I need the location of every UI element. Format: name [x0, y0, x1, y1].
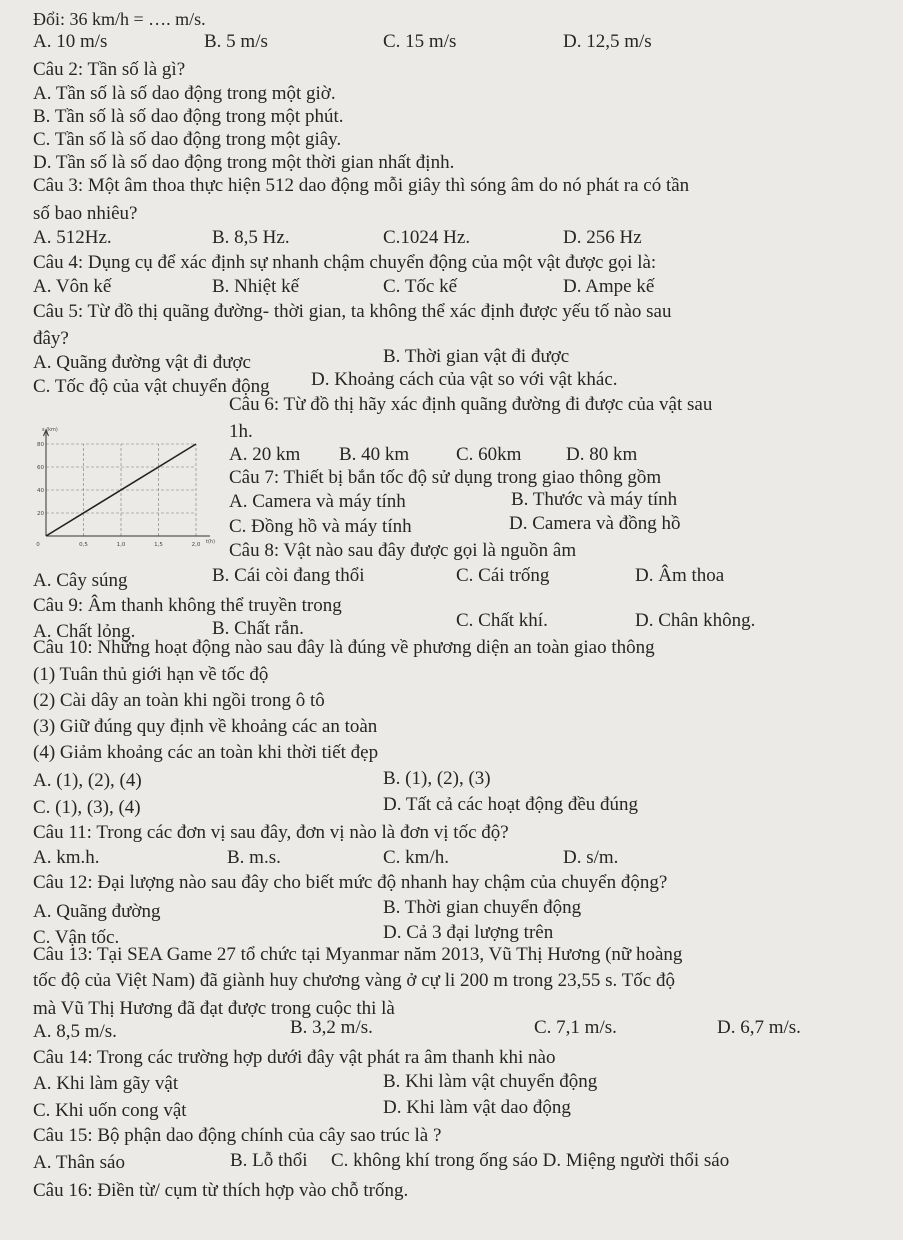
- q6-question-line2: 1h.: [229, 421, 253, 442]
- q13-question-line3: mà Vũ Thị Hương đã đạt được trong cuộc thi là: [33, 998, 395, 1019]
- q14-question: Câu 14: Trong các trường hợp dưới đây vật phát ra âm thanh khi nào: [33, 1047, 556, 1068]
- q15-option-a: A. Thân sáo: [33, 1152, 125, 1173]
- q12-option-a: A. Quãng đường: [33, 901, 161, 922]
- q7-option-c: C. Đồng hồ và máy tính: [229, 516, 412, 537]
- q9-option-b: B. Chất rắn.: [212, 618, 304, 639]
- q3-option-b: B. 8,5 Hz.: [212, 227, 290, 248]
- graph-y-axis-label: s (km): [42, 427, 58, 433]
- q10-item-3: (3) Giữ đúng quy định về khoảng các an toàn: [33, 716, 378, 737]
- q13-question-line2: tốc độ của Việt Nam) đã giành huy chương vàng ở cự li 200 m trong 23,55 s. Tốc độ: [33, 970, 675, 991]
- distance-time-graph: [28, 424, 220, 552]
- q8-option-b: B. Cái còi đang thổi: [212, 565, 365, 586]
- q12-option-c: C. Vận tốc.: [33, 927, 120, 948]
- q3-option-c: C.1024 Hz.: [383, 227, 471, 248]
- q11-option-a: A. km.h.: [33, 847, 100, 868]
- q6-option-c: C. 60km: [456, 444, 522, 465]
- intro-option-c: C. 15 m/s: [383, 31, 457, 52]
- q6-option-d: D. 80 km: [566, 444, 638, 465]
- q12-option-d: D. Cả 3 đại lượng trên: [383, 922, 554, 943]
- q7-option-d: D. Camera và đồng hồ: [509, 513, 681, 534]
- q5-option-b: B. Thời gian vật đi được: [383, 346, 570, 367]
- q15-option-c: C. không khí trong ống sáo D. Miệng người thổi sáo: [331, 1150, 730, 1171]
- q14-option-b: B. Khi làm vật chuyển động: [383, 1071, 598, 1092]
- q11-question: Câu 11: Trong các đơn vị sau đây, đơn vị nào là đơn vị tốc độ?: [33, 822, 509, 843]
- q12-question: Câu 12: Đại lượng nào sau đây cho biết mức độ nhanh hay chậm của chuyển động?: [33, 872, 668, 893]
- q16-question: Câu 16: Điền từ/ cụm từ thích hợp vào chỗ trống.: [33, 1180, 409, 1201]
- q5-option-d: D. Khoảng cách của vật so với vật khác.: [311, 369, 618, 390]
- q8-option-d: D. Âm thoa: [635, 565, 725, 586]
- y-tick-label: 40: [37, 488, 44, 494]
- intro-line: Đổi: 36 km/h = …. m/s.: [33, 9, 206, 29]
- q2-question: Câu 2: Tần số là gì?: [33, 59, 186, 80]
- q8-option-c: C. Cái trống: [456, 565, 550, 586]
- x-tick-label: 0,5: [79, 542, 88, 548]
- q2-option-c: C. Tần số là số dao động trong một giây.: [33, 129, 342, 150]
- q10-item-1: (1) Tuân thủ giới hạn về tốc độ: [33, 664, 269, 685]
- x-tick-label: 1,0: [116, 542, 126, 548]
- q4-option-a: A. Vôn kế: [33, 276, 112, 297]
- q10-item-2: (2) Cài dây an toàn khi ngồi trong ô tô: [33, 690, 325, 711]
- q10-option-b: B. (1), (2), (3): [383, 768, 491, 789]
- q5-question-line1: Câu 5: Từ đồ thị quãng đường- thời gian, ta không thể xác định được yếu tố nào sau: [33, 301, 672, 322]
- intro-option-a: A. 10 m/s: [33, 31, 108, 52]
- q5-option-a: A. Quãng đường vật đi được: [33, 352, 251, 373]
- q11-option-c: C. km/h.: [383, 847, 449, 868]
- y-tick-label: 80: [37, 442, 44, 448]
- q2-option-b: B. Tần số là số dao động trong một phút.: [33, 106, 344, 127]
- q9-option-a: A. Chất lỏng.: [33, 621, 136, 642]
- q11-option-b: B. m.s.: [227, 847, 281, 868]
- q13-option-d: D. 6,7 m/s.: [717, 1017, 801, 1038]
- q2-option-d: D. Tần số là số dao động trong một thời gian nhất định.: [33, 152, 455, 173]
- q5-option-c: C. Tốc độ của vật chuyển động: [33, 376, 270, 397]
- q10-option-a: A. (1), (2), (4): [33, 770, 142, 791]
- q13-option-a: A. 8,5 m/s.: [33, 1021, 117, 1042]
- q5-question-line2: đây?: [33, 328, 69, 349]
- q11-option-d: D. s/m.: [563, 847, 619, 868]
- q14-option-d: D. Khi làm vật dao động: [383, 1097, 571, 1118]
- graph-x-axis-label: t(h): [206, 539, 216, 545]
- q10-option-d: D. Tất cả các hoạt động đều đúng: [383, 794, 639, 815]
- x-tick-label: 2,0: [191, 542, 201, 548]
- q4-option-b: B. Nhiệt kế: [212, 276, 300, 297]
- q10-option-c: C. (1), (3), (4): [33, 797, 141, 818]
- x-tick-label: 1,5: [154, 542, 163, 548]
- q7-option-b: B. Thước và máy tính: [511, 489, 678, 510]
- q7-question: Câu 7: Thiết bị bắn tốc độ sử dụng trong giao thông gồm: [229, 467, 662, 488]
- x-tick-label: 0: [36, 542, 40, 548]
- q8-option-a: A. Cây súng: [33, 570, 128, 591]
- q10-question: Câu 10: Những hoạt động nào sau đây là đúng về phương diện an toàn giao thông: [33, 637, 655, 658]
- q14-option-c: C. Khi uốn cong vật: [33, 1100, 187, 1121]
- q13-option-c: C. 7,1 m/s.: [534, 1017, 617, 1038]
- q3-question-line2: số bao nhiêu?: [33, 203, 138, 224]
- intro-option-b: B. 5 m/s: [204, 31, 268, 52]
- q6-question-line1: Câu 6: Từ đồ thị hãy xác định quãng đường đi được của vật sau: [229, 394, 713, 415]
- q13-question-line1: Câu 13: Tại SEA Game 27 tổ chức tại Myanmar năm 2013, Vũ Thị Hương (nữ hoàng: [33, 944, 683, 965]
- q7-option-a: A. Camera và máy tính: [229, 491, 406, 512]
- q15-question: Câu 15: Bộ phận dao động chính của cây sao trúc là ?: [33, 1125, 442, 1146]
- q3-option-d: D. 256 Hz: [563, 227, 642, 248]
- q14-option-a: A. Khi làm gãy vật: [33, 1073, 179, 1094]
- q9-question: Câu 9: Âm thanh không thể truyền trong: [33, 595, 342, 616]
- q6-option-b: B. 40 km: [339, 444, 410, 465]
- q6-option-a: A. 20 km: [229, 444, 301, 465]
- y-tick-label: 20: [37, 511, 44, 517]
- q13-option-b: B. 3,2 m/s.: [290, 1017, 373, 1038]
- q8-question: Câu 8: Vật nào sau đây được gọi là nguồn âm: [229, 540, 577, 561]
- q2-option-a: A. Tần số là số dao động trong một giờ.: [33, 83, 336, 104]
- q9-option-c: C. Chất khí.: [456, 610, 548, 631]
- q15-option-b: B. Lỗ thổi: [230, 1150, 308, 1171]
- q4-question: Câu 4: Dụng cụ để xác định sự nhanh chậm chuyển động của một vật được gọi là:: [33, 252, 657, 273]
- q9-option-d: D. Chân không.: [635, 610, 756, 631]
- q3-question-line1: Câu 3: Một âm thoa thực hiện 512 dao động mỗi giây thì sóng âm do nó phát ra có tần: [33, 175, 690, 196]
- q3-option-a: A. 512Hz.: [33, 227, 112, 248]
- q10-item-4: (4) Giảm khoảng các an toàn khi thời tiết đẹp: [33, 742, 379, 763]
- q12-option-b: B. Thời gian chuyển động: [383, 897, 582, 918]
- y-tick-label: 60: [37, 465, 44, 471]
- q4-option-c: C. Tốc kế: [383, 276, 458, 297]
- q4-option-d: D. Ampe kế: [563, 276, 655, 297]
- intro-option-d: D. 12,5 m/s: [563, 31, 652, 52]
